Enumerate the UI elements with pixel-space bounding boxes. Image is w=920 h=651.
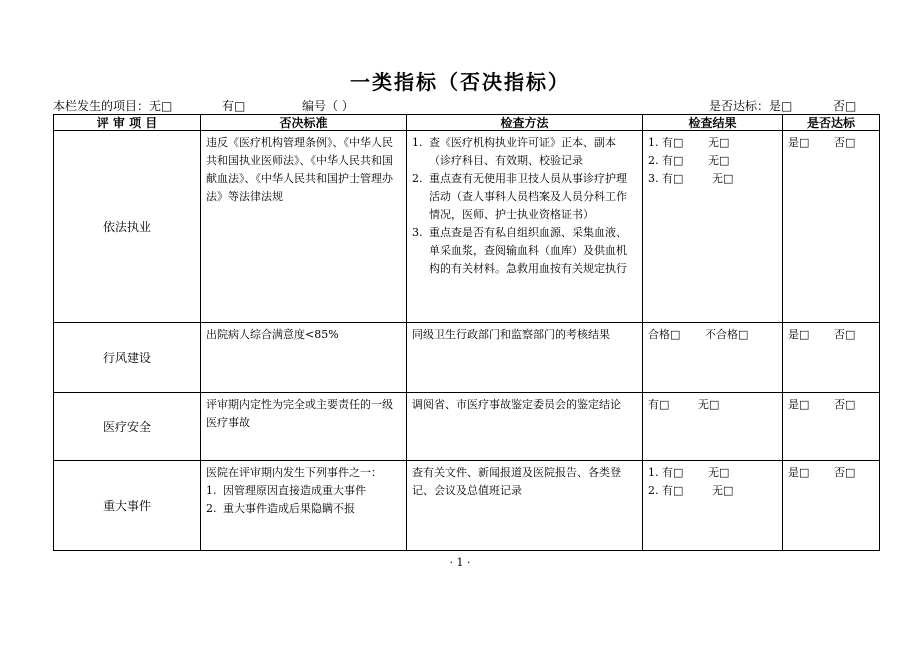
result-yes-checkbox[interactable]: 2. 有□: [648, 154, 684, 167]
table-row: [54, 131, 880, 323]
pass-checkbox[interactable]: 是□: [788, 328, 810, 341]
method-step: 2. 重点查有无使用非卫技人员从事诊疗护理活动（查人事科人员档案及人员分科工作情况，医师、护士执业资格证书）: [412, 172, 627, 221]
result-yes-checkbox[interactable]: 有□: [648, 398, 670, 411]
result-line: [648, 134, 777, 152]
row-method: 同级卫生行政部门和监察部门的考核结果: [407, 323, 643, 393]
row-result: [643, 393, 783, 461]
result-no-checkbox[interactable]: 无□: [698, 398, 720, 411]
standard-item: 1. 因管理原因直接造成重大事件: [206, 484, 366, 497]
row-item: 重大事件: [54, 461, 201, 551]
row-standard: [201, 131, 407, 323]
table-row: [54, 323, 880, 393]
row-method: 查有关文件、新闻报道及医院报告、各类登记、会议及总值班记录: [407, 461, 643, 551]
result-yes-checkbox[interactable]: 2. 有□: [648, 484, 684, 497]
result-line: [648, 170, 777, 188]
row-pass: [783, 393, 880, 461]
pass-checkbox[interactable]: 是□: [788, 136, 810, 149]
method-step: 3. 重点查是否有私自组织血源、采集血液、单采血浆，查阅输血科（血库）及供血机构的有关材料。急救用血按有关规定执行: [412, 226, 627, 275]
standard-intro: 医院在评审期内发生下列事件之一：: [206, 466, 382, 479]
result-line: [648, 152, 777, 170]
table-header-row: [54, 115, 880, 131]
fail-checkbox[interactable]: 否□: [834, 136, 856, 149]
fail-checkbox[interactable]: 否□: [834, 328, 856, 341]
row-item: 依法执业: [54, 131, 201, 323]
result-no-checkbox[interactable]: 无□: [712, 484, 734, 497]
result-line: [648, 464, 777, 482]
pass-checkbox[interactable]: 是□: [788, 466, 810, 479]
fail-checkbox[interactable]: 否□: [834, 398, 856, 411]
veto-indicator-table: [53, 114, 880, 551]
header-standard: 否决标准: [201, 115, 407, 131]
row-result: [643, 131, 783, 323]
table-row: [54, 461, 880, 551]
row-method: [407, 131, 643, 323]
row-item: 行风建设: [54, 323, 201, 393]
method-step: 1. 查《医疗机构执业许可证》正本、副本（诊疗科目、有效期、校验记录: [412, 136, 616, 167]
row-standard: 出院病人综合满意度<85%: [201, 323, 407, 393]
pass-checkbox[interactable]: 是□: [788, 398, 810, 411]
header-method: 检查方法: [407, 115, 643, 131]
page-title: 一类指标（否决指标）: [350, 70, 570, 94]
has-label: 有□: [222, 99, 246, 113]
row-method: 调阅省、市医疗事故鉴定委员会的鉴定结论: [407, 393, 643, 461]
table-row: [54, 393, 880, 461]
row-standard: 评审期内定性为完全或主要责任的一级医疗事故: [201, 393, 407, 461]
result-line: [648, 482, 777, 500]
result-no-checkbox[interactable]: 无□: [708, 154, 730, 167]
standard-text: 违反《医疗机构管理条例》、《中华人民共和国执业医师法》、《中华人民共和国献血法》、《中华人民共和国护士管理办法》等法律法规: [206, 136, 393, 203]
fail-checkbox[interactable]: 否□: [834, 466, 856, 479]
result-yes-checkbox[interactable]: 3. 有□: [648, 172, 684, 185]
row-pass: [783, 131, 880, 323]
result-no-checkbox[interactable]: 无□: [708, 136, 730, 149]
row-pass: [783, 461, 880, 551]
number-label: 编号（ ）: [302, 99, 354, 113]
result-no-checkbox[interactable]: 无□: [712, 172, 734, 185]
result-yes-checkbox[interactable]: 1. 有□: [648, 136, 684, 149]
header-pass: 是否达标: [783, 115, 880, 131]
header-result: 检查结果: [643, 115, 783, 131]
row-result: [643, 323, 783, 393]
row-pass: [783, 323, 880, 393]
fail-status-label: 否□: [833, 99, 857, 113]
result-no-checkbox[interactable]: 无□: [708, 466, 730, 479]
result-yes-checkbox[interactable]: 1. 有□: [648, 466, 684, 479]
project-occurred-label: 本栏发生的项目：无□: [53, 99, 173, 113]
row-item: 医疗安全: [54, 393, 201, 461]
row-result: [643, 461, 783, 551]
page-number: · 1 ·: [449, 556, 471, 569]
pass-status-label: 是否达标：是□: [709, 99, 793, 113]
unqualified-checkbox[interactable]: 不合格□: [705, 328, 749, 341]
qualified-checkbox[interactable]: 合格□: [648, 328, 681, 341]
header-item: 评 审 项 目: [54, 115, 201, 131]
row-standard: [201, 461, 407, 551]
standard-item: 2. 重大事件造成后果隐瞒不报: [206, 502, 355, 515]
